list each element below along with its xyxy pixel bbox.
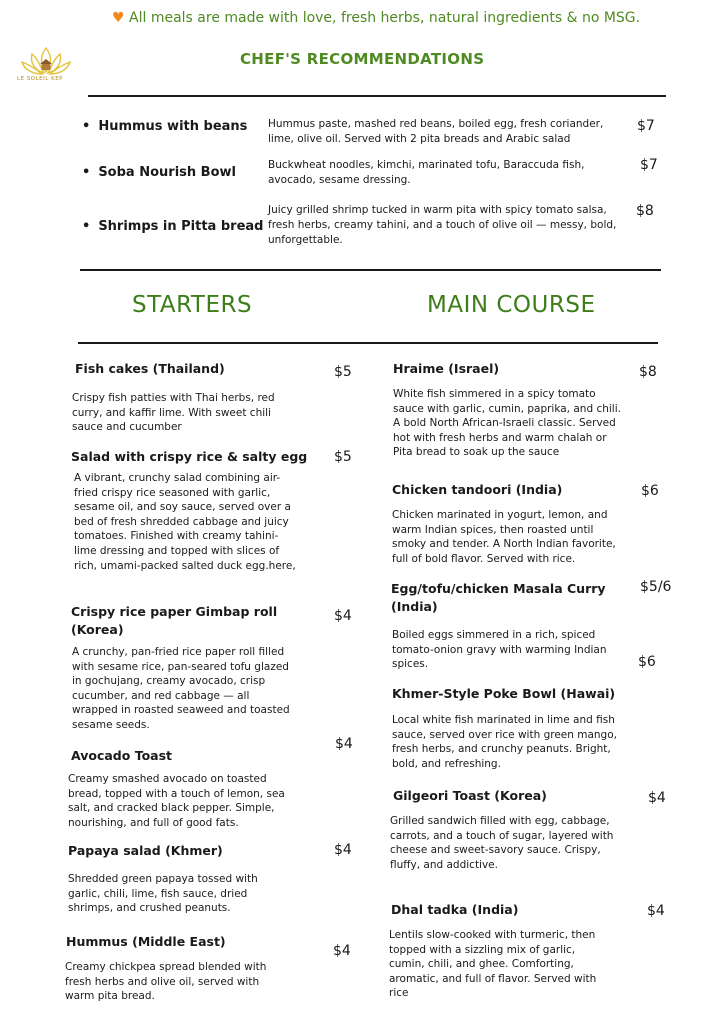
recommendation-price: $8 xyxy=(636,203,654,219)
recommendation-description: Juicy grilled shrimp tucked in warm pita with spicy tomato salsa, fresh herbs, creamy tahini, and a touch of olive oil — messy, bold, unforgettable. xyxy=(268,204,617,246)
main-course-name: Hraime (Israel) xyxy=(393,361,500,376)
recommendation-description: Hummus paste, mashed red beans, boiled egg, fresh coriander, lime, olive oil. Served with 2 pita breads and Arabic salad xyxy=(268,118,604,145)
starter-price: $4 xyxy=(334,608,352,624)
main-course-description: Grilled sandwich filled with egg, cabbage, carrots, and a touch of sugar, layered with cheese and sweet-savory sauce. Crispy, fluffy, and addictive. xyxy=(390,815,614,871)
starter-price: $4 xyxy=(334,842,352,858)
tagline xyxy=(112,10,640,26)
main-course-price: $8 xyxy=(639,364,657,380)
recommendation-price: $7 xyxy=(637,118,655,134)
main-course-description: Lentils slow-cooked with turmeric, then topped with a sizzling mix of garlic, cumin, chili, and ghee. Comforting, aromatic, and full of flavor. Served with rice xyxy=(389,929,597,1000)
starter-description: Crispy fish patties with Thai herbs, red curry, and kaffir lime. With sweet chili sauce and cucumber xyxy=(72,392,275,434)
divider-middle xyxy=(80,269,661,271)
starters-title: STARTERS xyxy=(132,292,253,318)
main-course-price: $6 xyxy=(638,654,656,670)
starter-name: Avocado Toast xyxy=(71,748,173,763)
main-course-description: White fish simmered in a spicy tomato sauce with garlic, cumin, paprika, and chili. A bold North African-Israeli classic. Served hot with fresh herbs and warm chalah or Pita bread to soak up the sauce xyxy=(393,388,621,459)
starter-description: A crunchy, pan-fried rice paper roll filled with sesame rice, pan-seared tofu glazed in gochujang, creamy avocado, crisp cucumber, and red cabbage — all wrapped in roasted seaweed and toasted sesame seeds. xyxy=(72,646,290,731)
main-course-title: MAIN COURSE xyxy=(427,292,596,318)
starter-name: Papaya salad (Khmer) xyxy=(68,843,223,858)
starter-price: $5 xyxy=(334,449,352,465)
main-course-price: $4 xyxy=(647,903,665,919)
recommendation-description: Buckwheat noodles, kimchi, marinated tofu, Baraccuda fish, avocado, sesame dressing. xyxy=(268,159,585,186)
tagline-text: All meals are made with love, fresh herbs, natural ingredients & no MSG. xyxy=(129,10,641,26)
divider-top xyxy=(88,95,666,97)
main-course-description: Chicken marinated in yogurt, lemon, and warm Indian spices, then roasted until smoky and tender. A North Indian favorite, full of bold flavor. Served with rice. xyxy=(392,509,616,565)
recommendation-name: • Soba Nourish Bowl xyxy=(82,165,236,180)
main-course-price: $6 xyxy=(641,483,659,499)
starter-name: Crispy rice paper Gimbap roll (Korea) xyxy=(71,604,278,637)
main-course-description: Local white fish marinated in lime and fish sauce, served over rice with green mango, fresh herbs, and crunchy peanuts. Bright, bold, and refreshing. xyxy=(392,714,617,770)
starter-name: Hummus (Middle East) xyxy=(66,934,226,949)
divider-sections xyxy=(78,342,658,344)
main-course-price: $5/6 xyxy=(640,579,672,595)
main-course-name: Chicken tandoori (India) xyxy=(392,482,563,497)
orange-heart-icon: ♥ xyxy=(112,10,125,26)
starter-description: Shredded green papaya tossed with garlic, chili, lime, fish sauce, dried shrimps, and crushed peanuts. xyxy=(68,873,258,915)
starter-description: A vibrant, crunchy salad combining air-fried crispy rice seasoned with garlic, sesame oil, and soy sauce, served over a bed of fresh shredded cabbage and juicy tomatoes. Finished with creamy tahini-lime dressing and topped with slices of rich, umami-packed salted duck egg.here, xyxy=(74,472,296,572)
main-course-description: Boiled eggs simmered in a rich, spiced tomato-onion gravy with warming Indian spices. xyxy=(392,629,607,671)
starter-price: $4 xyxy=(335,736,353,752)
lotus-house-logo xyxy=(10,40,82,92)
starter-description: Creamy smashed avocado on toasted bread, topped with a touch of lemon, sea salt, and cracked black pepper. Simple, nourishing, and full of good fats. xyxy=(68,773,285,829)
logo-text: LE SOLEIL KEP xyxy=(17,76,63,82)
main-course-name: Dhal tadka (India) xyxy=(391,902,519,917)
chef-recommendations-title: CHEF'S RECOMMENDATIONS xyxy=(240,50,485,68)
main-course-name: Khmer-Style Poke Bowl (Hawai) xyxy=(392,686,616,701)
starter-price: $4 xyxy=(333,943,351,959)
recommendation-price: $7 xyxy=(640,157,658,173)
main-course-name: Gilgeori Toast (Korea) xyxy=(393,788,547,803)
main-course-price: $4 xyxy=(648,790,666,806)
starter-description: Creamy chickpea spread blended with fresh herbs and olive oil, served with warm pita bread. xyxy=(65,961,267,1003)
starter-name: Salad with crispy rice & salty egg xyxy=(71,449,308,464)
recommendation-name: • Hummus with beans xyxy=(82,119,248,134)
recommendation-name: • Shrimps in Pitta bread xyxy=(82,219,264,234)
main-course-name: Egg/tofu/chicken Masala Curry (India) xyxy=(391,581,606,614)
starter-price: $5 xyxy=(334,364,352,380)
starter-name: Fish cakes (Thailand) xyxy=(75,361,225,376)
